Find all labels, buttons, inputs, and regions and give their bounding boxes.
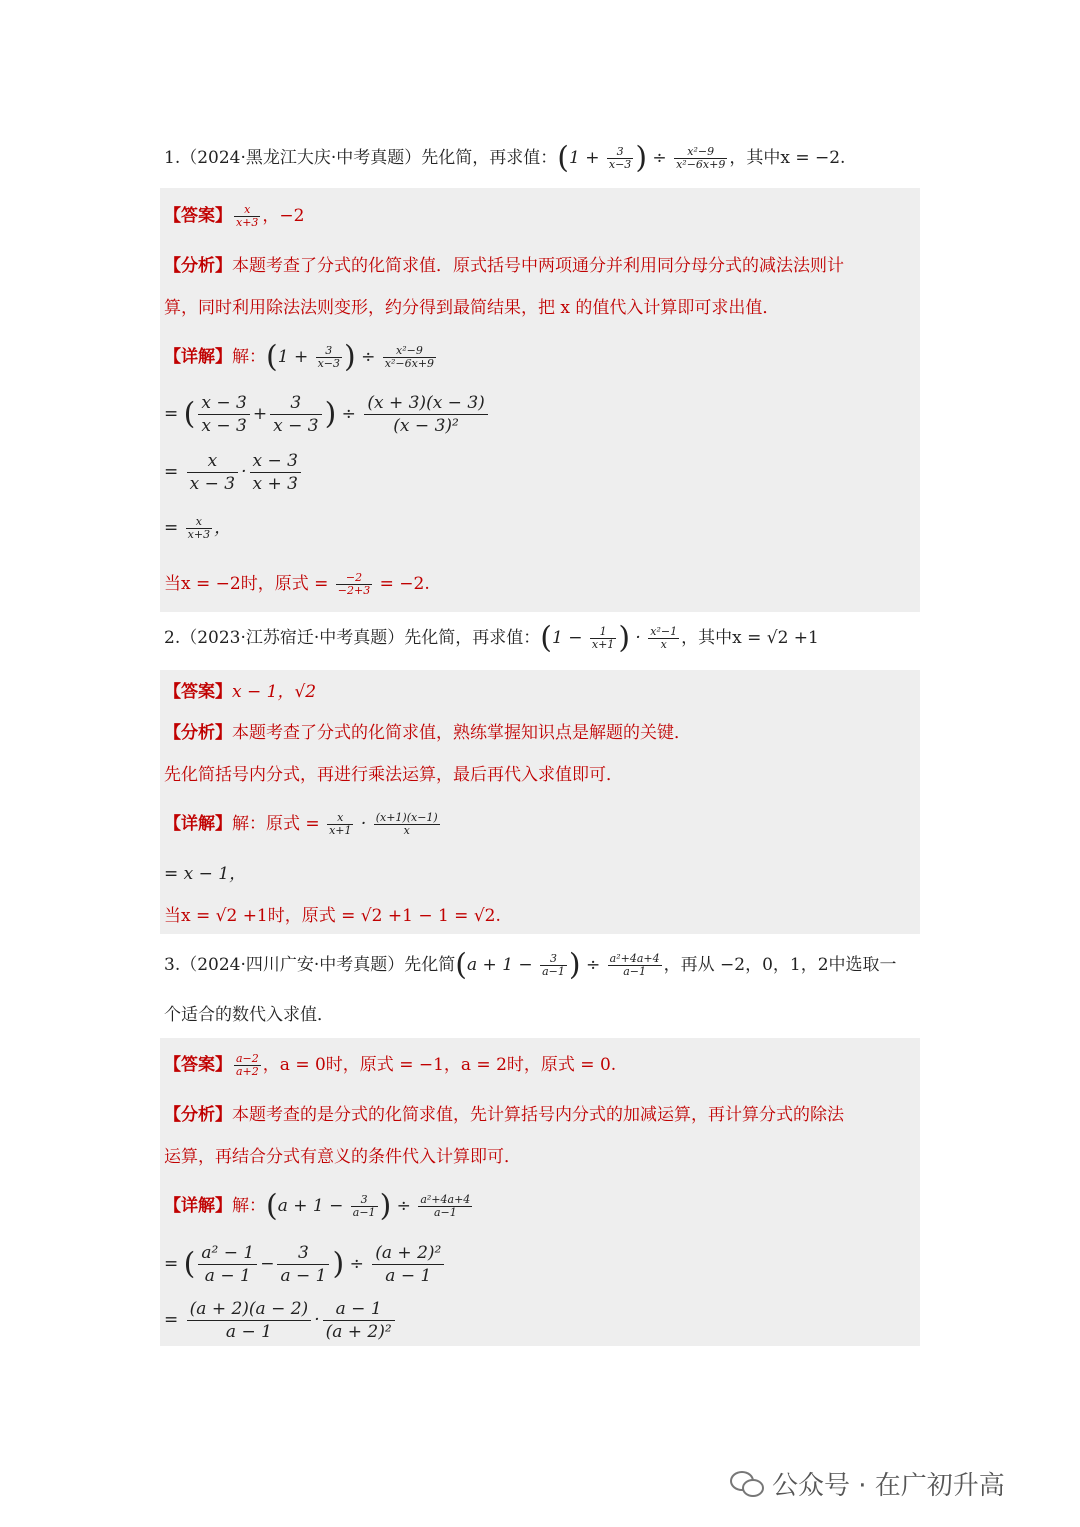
- q2-answer: 【答案】x − 1，√2: [164, 682, 317, 702]
- q1-answer: 【答案】 $\frac{x}{x+3}$ ，−2: [164, 203, 305, 229]
- q2-analysis-2: 先化简括号内分式，再进行乘法运算，最后再代入求值即可．: [164, 765, 623, 785]
- q2-step: = x − 1，: [164, 864, 247, 884]
- watermark-text: 公众号 · 在广初升高: [772, 1471, 1005, 1501]
- q1-stem: 1.（2024·黑龙江大庆·中考真题）先化简，再求值：(1 + $\frac{3}{x-3}$ ) ÷ $\frac{\text{x²−9}}{\text{x²−6x+9}}$ ，其中x = −2.: [164, 140, 846, 176]
- q3-analysis-2: 运算，再结合分式有意义的条件代入计算即可．: [164, 1147, 521, 1167]
- q2-detail: 【详解】解：原式 = $\frac{x}{x+1}$ · $\frac{(x+1)(x-1)}{x}$: [164, 811, 438, 837]
- q1-detail: 【详解】解：(1 + $\frac{3}{x-3}$ ) ÷ $\frac{\text{x²−9}}{\text{x²−6x+9}}$: [164, 339, 435, 375]
- wechat-icon: [730, 1471, 764, 1497]
- q3-stem: 3.（2024·四川广安·中考真题）先化简(a + 1 − $\frac{3}{a-1}$ ) ÷ $\frac{\text{a²+4a+4}}{a-1}$ ，再从 −2，0，1，2中选取一: [164, 947, 897, 983]
- q2-analysis-1: 【分析】本题考查了分式的化简求值，熟练掌握知识点是解题的关键．: [164, 723, 691, 743]
- q3-analysis-1: 【分析】本题考查的是分式的化简求值，先计算括号内分式的加减运算，再计算分式的除法: [164, 1105, 844, 1125]
- q1-step-3: = $\frac{x}{x+3}$ ，: [164, 515, 232, 541]
- q2-stem: 2.（2023·江苏宿迁·中考真题）先化简，再求值：(1 − $\frac{1}{x+1}$ ) · $\frac{\text{x²−1}}{x}$ ，其中x = √2 +1: [164, 620, 819, 656]
- wechat-watermark: [730, 1465, 1005, 1502]
- q3-detail: 【详解】解：(a + 1 − $\frac{3}{a-1}$ ) ÷ $\frac{\text{a²+4a+4}}{a-1}$: [164, 1188, 471, 1224]
- q1-step-1: = ( $\frac{x - 3}{x - 3}$ + $\frac{3}{x - 3}$ ) ÷ $\frac{(x + 3)(x - 3)}{\text{(x − 3)²}}$: [164, 392, 491, 437]
- q3-answer: 【答案】 $\frac{a-2}{a+2}$ ，a = 0时，原式 = −1，a = 2时，原式 = 0.: [164, 1052, 617, 1078]
- q2-final: 当x = √2 +1时，原式 = √2 +1 − 1 = √2.: [164, 906, 501, 926]
- q1-analysis-1: 【分析】本题考查了分式的化简求值．原式括号中两项通分并利用同分母分式的减法法则计: [164, 256, 844, 276]
- q3-step-2: = $\frac{(a + 2)(a - 2)}{a - 1}$ · $\frac{a - 1}{\text{(a + 2)²}}$: [164, 1298, 398, 1343]
- q3-stem-line2: 个适合的数代入求值．: [164, 1005, 334, 1025]
- q1-step-2: = $\frac{x}{x - 3}$ · $\frac{x - 3}{x + 3}$: [164, 450, 304, 495]
- q2-solution-box: [160, 670, 920, 934]
- q1-analysis-2: 算，同时利用除法法则变形，约分得到最简结果，把 x 的值代入计算即可求出值．: [164, 298, 780, 318]
- q3-step-1: = ( $\frac{\text{a² − 1}}{a - 1}$ − $\frac{3}{a - 1}$ ) ÷ $\frac{\text{(a + 2)²}}{a - 1}$: [164, 1242, 447, 1287]
- q1-final: 当x = −2时，原式 = $\frac{-2}{-2+3}$ = −2.: [164, 571, 430, 597]
